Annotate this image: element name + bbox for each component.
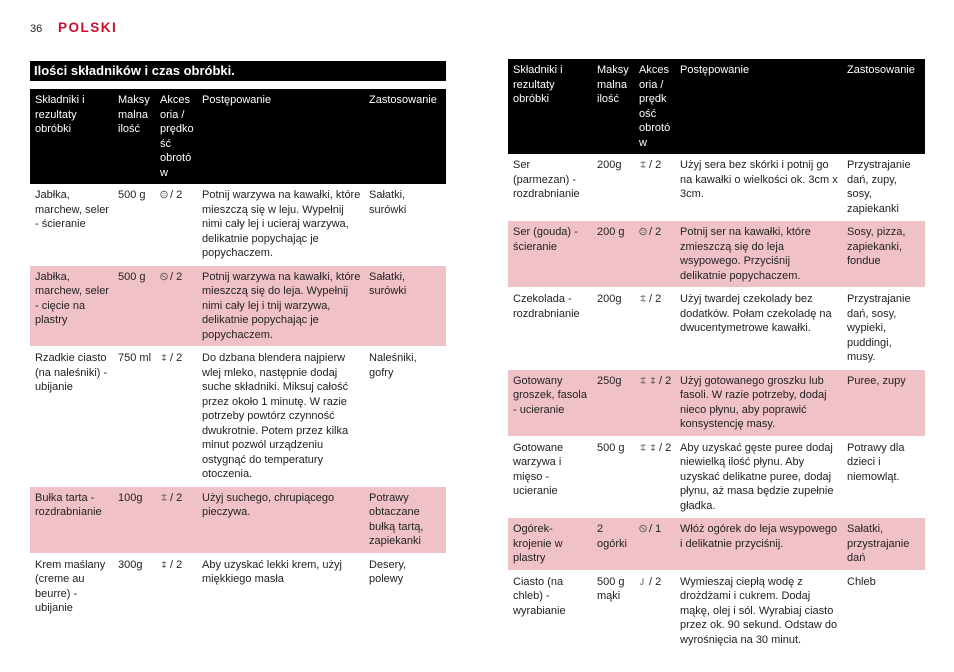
accessory-speed-cell — [155, 486, 197, 553]
grating-disc-icon — [160, 189, 170, 201]
table-row — [30, 486, 446, 553]
table-row — [508, 288, 925, 370]
blade-icon — [639, 293, 649, 305]
column-header-ingredients: Składniki i rezultaty obróbki — [30, 89, 113, 184]
table-row — [508, 436, 925, 518]
accessory-speed-cell — [634, 288, 675, 370]
table-row — [30, 184, 446, 265]
speed-value: / 2 — [659, 441, 672, 454]
accessory-speed-cell — [634, 221, 675, 288]
procedure-cell: Wymieszaj ciepłą wodę z drożdżami i cukrem. Dodaj mąkę, olej i sól. Wyrabiaj ciasto przez ok. 90 sekund. Odstaw do wyrośnięcia na 30 minut. — [675, 570, 842, 652]
usage-cell: Potrawy dla dzieci i niemowląt. — [842, 436, 925, 518]
max-quantity-cell: 500 g — [592, 436, 634, 518]
table-row — [508, 369, 925, 436]
table-row — [508, 154, 925, 221]
ingredient-cell: Gotowane warzywa i mięso - ucieranie — [508, 436, 592, 518]
speed-value: / 2 — [170, 352, 183, 364]
speed-value: / 2 — [649, 226, 662, 238]
column-header-procedure: Postępowanie — [675, 59, 842, 154]
usage-cell: Chleb — [842, 570, 925, 652]
accessory-speed-cell — [155, 184, 197, 265]
max-quantity-cell: 750 ml — [113, 347, 155, 487]
ingredient-cell: Ogórek- krojenie w plastry — [508, 518, 592, 571]
max-quantity-cell: 500 g — [113, 265, 155, 347]
table-header-row — [30, 89, 446, 184]
usage-cell: Desery, polewy — [364, 553, 446, 621]
language-label: POLSKI — [58, 20, 118, 35]
column-header-usage: Zastosowanie — [364, 89, 446, 184]
usage-cell: Potrawy obtaczane bułką tartą, zapiekanki — [364, 486, 446, 553]
accessory-speed-cell — [634, 518, 675, 571]
accessory-speed-cell — [155, 553, 197, 621]
ingredient-cell: Jabłka, marchew, seler - cięcie na plastry — [30, 265, 113, 347]
table-row — [508, 518, 925, 571]
table-row — [30, 553, 446, 621]
procedure-cell: Włóż ogórek do leja wsypowego i delikatnie przyciśnij. — [675, 518, 842, 571]
speed-value: / 2 — [659, 374, 672, 387]
usage-cell: Przystrajanie dań, sosy, wypieki, puddingi, musy. — [842, 288, 925, 370]
procedure-cell: Do dzbana blendera najpierw wlej mleko, następnie dodaj suche składniki. Miksuj całość przez około 1 minutę. W razie potrzeby powtórz czynność dwukrotnie. Potem przez kilka minut pozwól urządzeniu ostygnąć do temperatury otoczenia. — [197, 347, 364, 487]
procedure-cell: Aby uzyskać lekki krem, użyj miękkiego masła — [197, 553, 364, 621]
ingredient-cell: Czekolada - rozdrabnianie — [508, 288, 592, 370]
max-quantity-cell: 200 g — [592, 221, 634, 288]
ingredient-cell: Gotowany groszek, fasola - ucieranie — [508, 369, 592, 436]
blade-icon — [639, 159, 649, 171]
table-row — [30, 265, 446, 347]
accessory-speed-cell — [634, 369, 675, 436]
section-title: Ilości składników i czas obróbki. — [30, 61, 446, 81]
blade-and-disc-icon — [639, 375, 659, 387]
procedure-cell: Aby uzyskać gęste puree dodaj niewielką ilość płynu. Aby uzyskać delikatne puree, dodaj płynu, aż masa będzie zupełnie gładka. — [675, 436, 842, 518]
column-header-procedure: Postępowanie — [197, 89, 364, 184]
speed-value: / 1 — [649, 523, 662, 535]
grating-disc-icon — [639, 226, 649, 238]
ingredient-cell: Jabłka, marchew, seler - ścieranie — [30, 184, 113, 265]
max-quantity-cell: 200g — [592, 288, 634, 370]
table-row — [508, 221, 925, 288]
accessory-speed-cell — [155, 265, 197, 347]
blade-and-disc-icon — [639, 442, 659, 454]
column-header-accessory: Akcesoria / prędkość obrotów — [634, 59, 675, 154]
accessory-speed-cell — [634, 570, 675, 652]
accessory-speed-cell — [155, 347, 197, 487]
max-quantity-cell: 200g — [592, 154, 634, 221]
column-header-max: Maksy malna ilość — [592, 59, 634, 154]
max-quantity-cell: 500 g — [113, 184, 155, 265]
kneading-hook-icon — [639, 576, 649, 588]
speed-value: / 2 — [649, 159, 662, 171]
ingredient-cell: Bułka tarta - rozdrabnianie — [30, 486, 113, 553]
emulsifying-disc-icon — [160, 559, 170, 571]
ingredient-cell: Krem maślany (creme au beurre) - ubijanie — [30, 553, 113, 621]
procedure-cell: Użyj twardej czekolady bez dodatków. Połam czekoladę na dwucentymetrowe kawałki. — [675, 288, 842, 370]
usage-cell: Puree, zupy — [842, 369, 925, 436]
page-number: 36 — [30, 23, 43, 35]
speed-value: / 2 — [170, 189, 183, 201]
max-quantity-cell: 100g — [113, 486, 155, 553]
ingredient-cell: Rzadkie ciasto (na naleśniki) - ubijanie — [30, 347, 113, 487]
usage-cell: Naleśniki, gofry — [364, 347, 446, 487]
table-row — [508, 570, 925, 652]
accessory-speed-cell — [634, 436, 675, 518]
usage-cell: Przystrajanie dań, zupy, sosy, zapiekanki — [842, 154, 925, 221]
procedure-cell: Użyj sera bez skórki i potnij go na kawałki o wielkości ok. 3cm x 3cm. — [675, 154, 842, 221]
speed-value: / 2 — [170, 270, 183, 283]
max-quantity-cell: 500 g mąki — [592, 570, 634, 652]
usage-cell: Sałatki, przystrajanie dań — [842, 518, 925, 571]
ingredient-cell: Ser (gouda) - ścieranie — [508, 221, 592, 288]
speed-value: / 2 — [649, 575, 662, 588]
procedure-cell: Użyj gotowanego groszku lub fasoli. W razie potrzeby, dodaj nieco płynu, aby poprawić konsystencję masy. — [675, 369, 842, 436]
table-header-row — [508, 59, 925, 154]
usage-cell: Sałatki, surówki — [364, 184, 446, 265]
ingredient-cell: Ser (parmezan) - rozdrabnianie — [508, 154, 592, 221]
ingredient-cell: Ciasto (na chleb) - wyrabianie — [508, 570, 592, 652]
speed-value: / 2 — [170, 491, 183, 504]
speed-value: / 2 — [170, 558, 183, 571]
slicing-disc-icon — [639, 523, 649, 535]
column-header-usage: Zastosowanie — [842, 59, 925, 154]
right-quantities-table — [508, 59, 925, 652]
accessory-speed-cell — [634, 154, 675, 221]
slicing-disc-icon — [160, 271, 170, 283]
table-row — [30, 347, 446, 487]
speed-value: / 2 — [649, 293, 662, 305]
column-header-accessory: Akcesoria / prędkość obrotów — [155, 89, 197, 184]
procedure-cell: Potnij warzywa na kawałki, które mieszczą się w leju. Wypełnij nimi cały lej i ucieraj warzywa, delikatnie popychając je popychaczem. — [197, 184, 364, 265]
procedure-cell: Użyj suchego, chrupiącego pieczywa. — [197, 486, 364, 553]
blade-icon — [160, 492, 170, 504]
max-quantity-cell: 300g — [113, 553, 155, 621]
left-quantities-table — [30, 89, 446, 622]
column-header-max: Maksy malna ilość — [113, 89, 155, 184]
usage-cell: Sałatki, surówki — [364, 265, 446, 347]
column-header-ingredients: Składniki i rezultaty obróbki — [508, 59, 592, 154]
procedure-cell: Potnij ser na kawałki, które zmieszczą się do leja wsypowego. Przyciśnij delikatnie popychaczem. — [675, 221, 842, 288]
max-quantity-cell: 2 ogórki — [592, 518, 634, 571]
max-quantity-cell: 250g — [592, 369, 634, 436]
usage-cell: Sosy, pizza, zapiekanki, fondue — [842, 221, 925, 288]
procedure-cell: Potnij warzywa na kawałki, które mieszczą się do leja. Wypełnij nimi cały lej i tnij warzywa, delikatnie popychając je popychaczem. — [197, 265, 364, 347]
emulsifying-disc-icon — [160, 352, 170, 364]
